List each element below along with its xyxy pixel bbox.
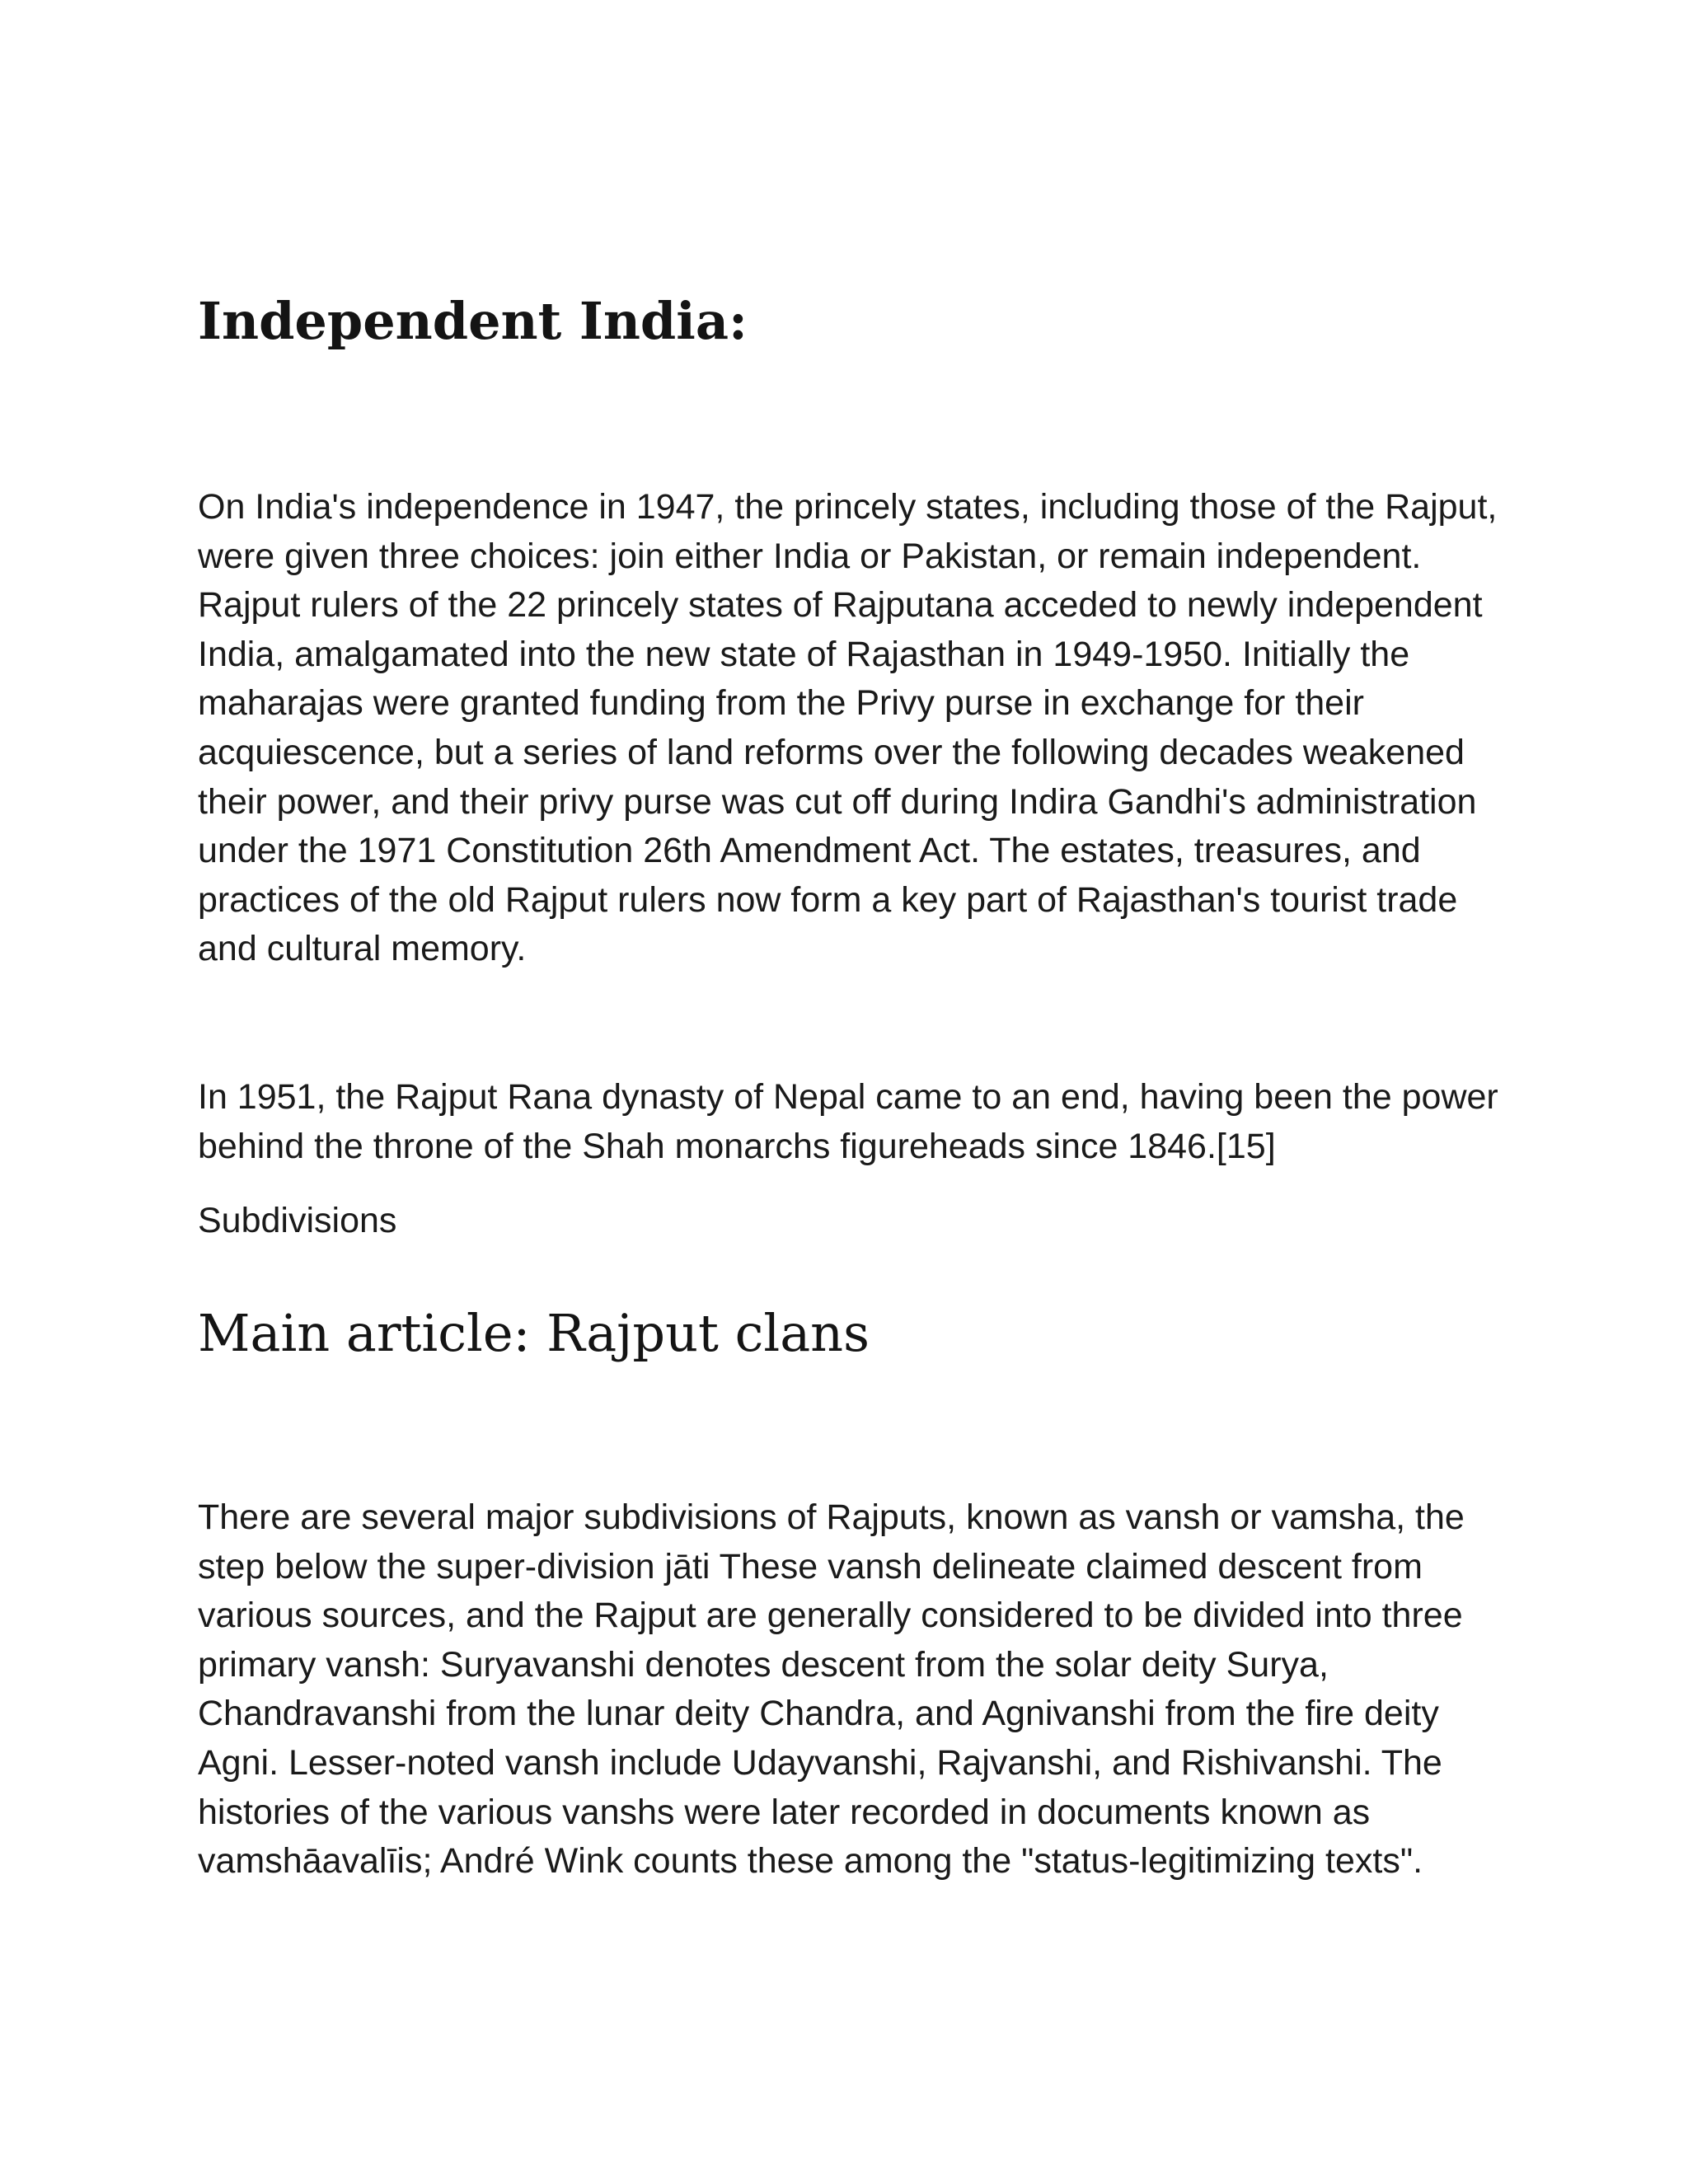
heading-main-article: Main article: Rajput clans: [198, 1303, 870, 1363]
paragraph-independence: On India's independence in 1947, the princely states, including those of the Rajput, were given three choices: join either India or Pakistan, or remain independent. Rajput rulers of the 22 princely states of Rajputana acceded to newly independent India, amalgamated into the new state of Rajasthan in 1949-1950. Initially the maharajas were granted funding from the Privy purse in exchange for their acquiescence, but a series of land reforms over the following decades weakened their power, and their privy purse was cut off during Indira Gandhi's administration under the 1971 Constitution 26th Amendment Act. The estates, treasures, and practices of the old Rajput rulers now form a key part of Rajasthan's tourist trade and cultural memory.: [198, 487, 1498, 969]
heading-independent-india: Independent India:: [198, 291, 748, 351]
subdivisions-label: Subdivisions: [198, 1201, 397, 1240]
paragraph-subdivisions: There are several major subdivisions of Rajputs, known as vansh or vamsha, the step below the super-division jāti These vansh delineate claimed descent from various sources, and the Rajput are generally considered to be divided into three primary vansh: Suryavanshi denotes descent from the solar deity Surya, Chandravanshi from the lunar deity Chandra, and Agnivanshi from the fire deity Agni. Lesser-noted vansh include Udayvanshi, Rajvanshi, and Rishivanshi. The histories of the various vanshs were later recorded in documents known as vamshāavalīis; André Wink counts these among the "status-legitimizing texts".: [198, 1497, 1465, 1882]
paragraph-nepal: In 1951, the Rajput Rana dynasty of Nepal came to an end, having been the power behind the throne of the Shah monarchs figureheads since 1846.[15]: [198, 1077, 1498, 1166]
